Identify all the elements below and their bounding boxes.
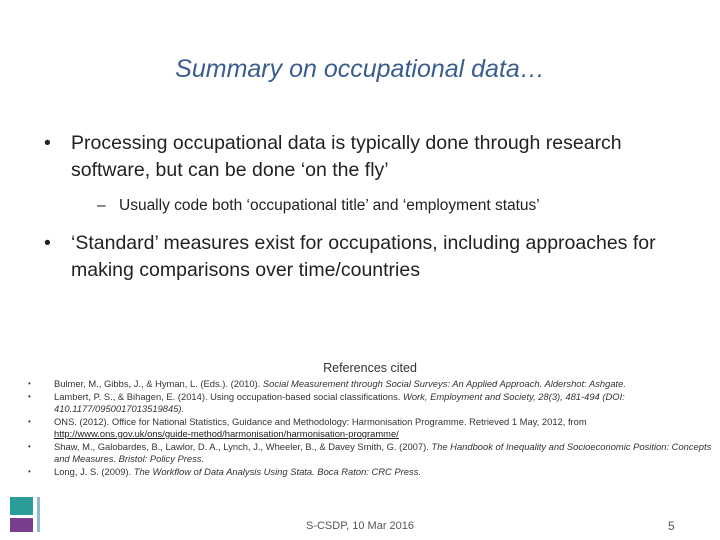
references-heading: References cited [323, 361, 417, 375]
bullet-text: ‘Standard’ measures exist for occupations, including approaches for making comparisons over time/countries [71, 232, 656, 281]
reference-italic: The Handbook of Inequality and Socioeconomic Position: Concepts and Measures. Bristol: Policy Press. [54, 440, 712, 464]
sub-bullet-item [97, 196, 684, 216]
logo-divider-bar [37, 497, 40, 532]
bullet-icon: • [28, 416, 31, 426]
reference-text [54, 441, 714, 466]
reference-item [28, 416, 720, 441]
footer-text: S-CSDP, 10 Mar 2016 [305, 520, 415, 532]
reference-italic: Work, Employment and Society, 28(3), 481-494 (DOI: 410.1177/0950017013519845). [54, 390, 625, 414]
page-number: 5 [668, 519, 675, 533]
reference-plain: Long, J. S. (2009). [54, 465, 134, 477]
reference-item [28, 441, 720, 466]
reference-text [54, 416, 714, 441]
reference-text [54, 378, 714, 391]
bullet-icon: • [28, 391, 31, 401]
reference-plain: Shaw, M., Galobardes, B., Lawlor, D. A., Lynch, J., Wheeler, B., & Davey Smith, G. (2007). [54, 440, 432, 452]
reference-text [54, 466, 714, 479]
reference-item [28, 391, 720, 416]
bullet-icon: • [44, 232, 51, 254]
reference-item [28, 378, 720, 391]
reference-italic: Social Measurement through Social Surveys: An Applied Approach. Aldershot: Ashgate. [262, 378, 626, 389]
reference-plain: Lambert, P. S., & Bihagen, E. (2014). Using occupation-based social classifications. [54, 390, 403, 402]
reference-plain: ONS. (2012). Office for National Statistics, Guidance and Methodology: Harmonisation Programme. Retrieved 1 May, 2012, from [54, 415, 587, 427]
bullet-icon: • [28, 441, 31, 451]
reference-item [28, 466, 720, 479]
reference-text [54, 391, 714, 416]
bullet-icon: • [44, 132, 51, 154]
bullet-item [44, 230, 684, 284]
bullet-text: Processing occupational data is typically done through research software, but can be done ‘on the fly’ [71, 132, 622, 181]
reference-italic: The Workflow of Data Analysis Using Stata. Boca Raton: CRC Press. [133, 465, 421, 477]
dash-icon: – [97, 197, 106, 214]
sub-bullet-text: Usually code both ‘occupational title’ and ‘employment status’ [119, 197, 540, 214]
bullet-icon: • [28, 466, 31, 476]
references-list [28, 378, 720, 478]
reference-link[interactable]: http://www.ons.gov.uk/ons/guide-method/harmonisation/harmonisation-programme/ [54, 428, 399, 439]
bullet-item [44, 130, 684, 184]
logo-purple-block [10, 518, 33, 532]
bullet-list [44, 130, 684, 284]
reference-plain: Bulmer, M., Gibbs, J., & Hyman, L. (Eds.). (2010). [54, 378, 263, 389]
logo-teal-block [10, 497, 33, 515]
bullet-icon: • [28, 379, 31, 388]
slide-title: Summary on occupational data… [175, 55, 545, 83]
